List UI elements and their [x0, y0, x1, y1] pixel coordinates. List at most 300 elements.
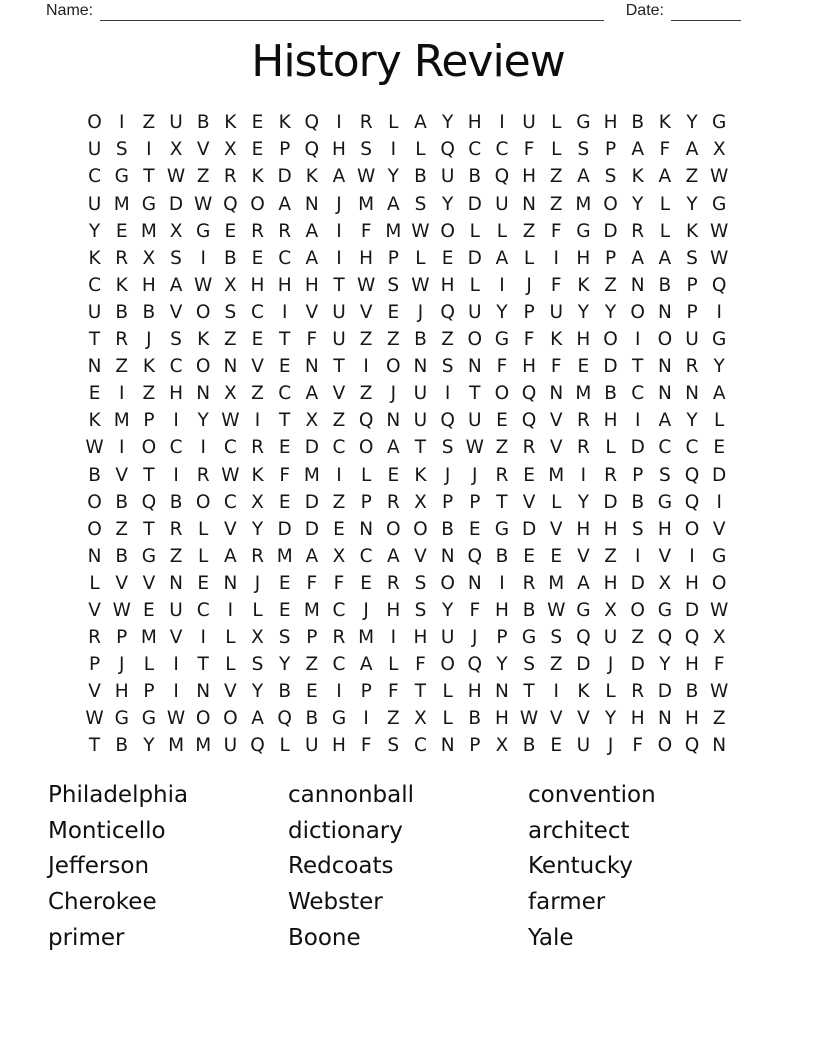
grid-letter: K — [115, 274, 128, 296]
grid-letter: B — [278, 681, 292, 703]
grid-letter: U — [440, 166, 455, 188]
grid-letter: O — [440, 220, 455, 242]
grid-letter: H — [494, 599, 509, 621]
grid-letter: S — [360, 139, 373, 161]
grid-letter: F — [333, 572, 345, 594]
name-label: Name: — [46, 2, 94, 19]
grid-letter: W — [411, 220, 430, 242]
grid-letter: P — [632, 464, 644, 486]
grid-letter: R — [115, 329, 129, 351]
grid-letter: E — [251, 139, 264, 161]
grid-letter: A — [332, 166, 346, 188]
grid-letter: Q — [440, 410, 455, 432]
grid-letter: L — [605, 681, 616, 703]
grid-letter: V — [549, 518, 563, 540]
grid-letter: Y — [197, 410, 209, 432]
grid-letter: E — [441, 247, 454, 269]
grid-letter: Z — [115, 356, 129, 378]
grid-letter: R — [88, 627, 101, 649]
grid-letter: G — [657, 599, 673, 621]
grid-letter: W — [411, 274, 430, 296]
grid-letter: L — [225, 627, 236, 649]
grid-letter: O — [195, 491, 211, 513]
grid-letter: Y — [686, 193, 698, 215]
grid-letter: Y — [251, 681, 264, 703]
grid-letter: N — [304, 193, 319, 215]
grid-letter: H — [576, 329, 591, 351]
grid-letter: K — [305, 166, 318, 188]
grid-letter: I — [336, 464, 342, 486]
grid-letter: W — [221, 464, 240, 486]
grid-letter: F — [632, 735, 644, 757]
grid-letter: O — [440, 572, 455, 594]
grid-letter: G — [576, 112, 591, 134]
grid-letter: Z — [332, 491, 346, 513]
grid-letter: N — [495, 681, 509, 703]
grid-letter: V — [359, 301, 373, 323]
grid-letter: Y — [604, 708, 617, 730]
grid-letter: Q — [576, 627, 591, 649]
grid-letter: D — [603, 220, 618, 242]
grid-letter: V — [169, 301, 183, 323]
grid-letter: H — [685, 708, 699, 730]
grid-letter: A — [278, 193, 291, 215]
grid-letter: L — [360, 464, 372, 486]
grid-letter: I — [363, 356, 369, 378]
grid-letter: C — [88, 166, 102, 188]
grid-letter: B — [631, 112, 645, 134]
grid-letter: M — [276, 545, 293, 567]
grid-letter: O — [413, 518, 428, 540]
grid-letter: B — [196, 112, 210, 134]
grid-letter: W — [166, 708, 186, 730]
grid-letter: O — [87, 491, 102, 513]
grid-letter: T — [414, 681, 427, 703]
grid-letter: G — [712, 545, 727, 567]
grid-letter: Q — [277, 708, 292, 730]
grid-letter: N — [657, 301, 672, 323]
grid-letter: X — [142, 247, 156, 269]
grid-letter: H — [304, 274, 319, 296]
grid-letter: Y — [496, 301, 508, 323]
grid-letter: G — [712, 329, 727, 351]
grid-letter: R — [359, 112, 373, 134]
grid-letter: Q — [711, 274, 727, 296]
grid-letter: S — [278, 627, 291, 649]
grid-letter: A — [305, 247, 319, 269]
grid-letter: Y — [441, 112, 454, 134]
grid-letter: Q — [494, 166, 510, 188]
grid-letter: H — [250, 274, 265, 296]
grid-letter: L — [198, 518, 209, 540]
grid-letter: Z — [196, 166, 210, 188]
grid-letter: Q — [657, 627, 673, 649]
grid-letter: I — [200, 247, 206, 269]
grid-letter: F — [550, 356, 562, 378]
grid-letter: O — [494, 383, 510, 405]
grid-letter: Q — [358, 410, 374, 432]
grid-letter: C — [223, 437, 237, 459]
grid-letter: O — [711, 572, 727, 594]
grid-letter: R — [115, 247, 129, 269]
grid-letter: D — [603, 356, 618, 378]
grid-letter: L — [143, 654, 155, 676]
grid-letter: F — [387, 681, 399, 703]
grid-letter: L — [523, 247, 535, 269]
grid-letter: B — [468, 708, 482, 730]
grid-letter: H — [576, 518, 591, 540]
grid-letter: M — [303, 599, 320, 621]
grid-letter: D — [712, 464, 727, 486]
grid-letter: M — [113, 410, 130, 432]
grid-letter: C — [332, 437, 346, 459]
grid-letter: I — [336, 112, 342, 134]
grid-letter: L — [605, 437, 616, 459]
grid-letter: I — [499, 112, 505, 134]
grid-letter: Q — [141, 491, 157, 513]
grid-letter: T — [143, 464, 155, 486]
grid-letter: L — [279, 735, 290, 757]
page-title: History Review — [251, 36, 565, 87]
grid-letter: S — [523, 654, 535, 676]
grid-letter: P — [496, 627, 508, 649]
grid-letter: I — [634, 329, 641, 351]
grid-letter: F — [360, 220, 372, 242]
grid-letter: I — [173, 464, 179, 486]
grid-letter: D — [630, 654, 645, 676]
grid-letter: P — [360, 491, 372, 513]
grid-letter: H — [277, 274, 292, 296]
grid-letter: U — [685, 329, 699, 351]
grid-letter: Z — [251, 383, 264, 405]
grid-letter: I — [363, 708, 369, 730]
grid-letter: B — [414, 166, 427, 188]
grid-letter: N — [467, 572, 482, 594]
grid-letter: T — [279, 410, 291, 432]
grid-letter: S — [550, 627, 563, 649]
grid-letter: B — [115, 491, 129, 513]
grid-letter: E — [115, 220, 128, 242]
grid-letter: R — [223, 166, 237, 188]
grid-letter: Z — [142, 112, 156, 134]
grid-letter: Z — [359, 329, 373, 351]
grid-letter: G — [331, 708, 347, 730]
grid-letter: N — [196, 383, 211, 405]
grid-letter: T — [143, 166, 155, 188]
grid-letter: V — [224, 518, 237, 540]
grid-letter: X — [224, 383, 237, 405]
grid-letter: D — [657, 681, 672, 703]
grid-letter: S — [414, 599, 427, 621]
grid-letter: I — [336, 220, 342, 242]
grid-letter: X — [169, 220, 183, 242]
grid-letter: R — [522, 437, 536, 459]
grid-letter: F — [469, 599, 481, 621]
grid-letter: Z — [522, 220, 536, 242]
grid-letter: D — [467, 193, 482, 215]
grid-letter: E — [278, 572, 291, 594]
grid-letter: U — [413, 383, 428, 405]
grid-letter: W — [710, 681, 729, 703]
grid-letter: T — [88, 329, 101, 351]
grid-letter: T — [333, 274, 345, 296]
grid-letter: W — [194, 193, 213, 215]
grid-letter: C — [223, 491, 237, 513]
grid-letter: Z — [224, 329, 237, 351]
grid-letter: O — [87, 112, 102, 134]
grid-letter: T — [333, 356, 345, 378]
grid-letter: E — [577, 356, 590, 378]
grid-letter: Y — [686, 410, 698, 432]
grid-letter: H — [332, 735, 346, 757]
grid-letter: I — [119, 112, 125, 134]
word-item: convention — [528, 782, 656, 808]
grid-letter: B — [305, 708, 319, 730]
grid-letter: E — [224, 220, 237, 242]
grid-letter: H — [685, 572, 699, 594]
grid-letter: O — [195, 356, 211, 378]
grid-letter: R — [278, 220, 292, 242]
grid-letter: Q — [440, 301, 455, 323]
grid-letter: Z — [115, 518, 129, 540]
word-list-column — [528, 778, 768, 957]
grid-letter: D — [304, 437, 319, 459]
grid-letter: B — [414, 329, 427, 351]
grid-letter: H — [603, 518, 618, 540]
grid-letter: H — [332, 139, 346, 161]
grid-letter: I — [553, 247, 559, 269]
grid-letter: L — [89, 572, 100, 594]
grid-letter: B — [522, 599, 536, 621]
grid-letter: G — [494, 518, 510, 540]
grid-letter: N — [87, 356, 102, 378]
grid-letter: X — [251, 491, 264, 513]
grid-letter: Y — [632, 193, 644, 215]
grid-letter: I — [119, 383, 125, 405]
grid-letter: N — [169, 572, 183, 594]
grid-letter: V — [305, 301, 319, 323]
grid-letter: I — [173, 410, 179, 432]
grid-letter: K — [658, 112, 671, 134]
grid-letter: S — [686, 247, 698, 269]
grid-letter: M — [575, 193, 592, 215]
grid-letter: E — [197, 572, 210, 594]
grid-letter: I — [200, 437, 206, 459]
grid-letter: K — [142, 356, 155, 378]
grid-letter: I — [336, 247, 342, 269]
grid-letter: R — [631, 220, 645, 242]
grid-letter: E — [523, 464, 535, 486]
grid-letter: Q — [684, 627, 700, 649]
grid-letter: H — [685, 654, 699, 676]
grid-letter: R — [386, 491, 400, 513]
grid-letter: X — [224, 274, 237, 296]
grid-letter: D — [277, 166, 292, 188]
grid-letter: G — [657, 491, 673, 513]
grid-letter: A — [658, 410, 672, 432]
grid-letter: Z — [332, 410, 346, 432]
grid-letter: V — [115, 464, 129, 486]
grid-letter: N — [657, 383, 672, 405]
grid-letter: L — [469, 274, 480, 296]
grid-letter: W — [710, 220, 729, 242]
grid-letter: O — [223, 708, 238, 730]
grid-letter: B — [441, 518, 454, 540]
grid-letter: K — [577, 681, 590, 703]
grid-letter: O — [141, 437, 157, 459]
grid-letter: O — [603, 329, 618, 351]
grid-letter: L — [551, 139, 562, 161]
grid-letter: Q — [684, 464, 700, 486]
grid-letter: V — [332, 383, 346, 405]
grid-letter: W — [519, 708, 539, 730]
grid-letter: O — [684, 518, 700, 540]
grid-letter: A — [631, 247, 645, 269]
grid-letter: X — [712, 139, 726, 161]
grid-letter: Y — [577, 491, 590, 513]
grid-letter: Q — [521, 410, 537, 432]
grid-letter: V — [549, 708, 563, 730]
grid-letter: O — [630, 301, 645, 323]
grid-letter: O — [195, 708, 211, 730]
grid-letter: B — [522, 735, 536, 757]
grid-letter: N — [549, 383, 564, 405]
grid-letter: S — [387, 735, 400, 757]
grid-letter: F — [659, 139, 671, 161]
grid-letter: U — [467, 301, 482, 323]
grid-letter: R — [631, 681, 645, 703]
grid-letter: L — [388, 112, 399, 134]
grid-letter: M — [548, 572, 565, 594]
grid-letter: W — [85, 437, 104, 459]
grid-letter: V — [522, 491, 536, 513]
grid-letter: M — [303, 464, 320, 486]
grid-letter: J — [607, 735, 614, 757]
grid-letter: O — [657, 329, 673, 351]
grid-letter: X — [332, 545, 346, 567]
grid-letter: K — [685, 220, 699, 242]
grid-letter: W — [112, 599, 131, 621]
grid-letter: J — [390, 383, 397, 405]
grid-letter: S — [414, 193, 427, 215]
grid-letter: X — [305, 410, 319, 432]
grid-letter: X — [414, 491, 427, 513]
grid-letter: J — [336, 193, 342, 215]
grid-letter: O — [386, 518, 401, 540]
grid-letter: P — [143, 681, 155, 703]
grid-letter: K — [88, 247, 101, 269]
grid-letter: G — [521, 627, 537, 649]
grid-letter: A — [495, 247, 509, 269]
grid-letter: E — [278, 599, 291, 621]
grid-letter: I — [689, 545, 695, 567]
grid-letter: Y — [577, 301, 590, 323]
grid-letter: H — [657, 518, 672, 540]
grid-letter: N — [223, 572, 238, 594]
grid-letter: J — [119, 654, 125, 676]
grid-letter: S — [224, 301, 237, 323]
header-row — [46, 2, 741, 21]
grid-letter: Z — [495, 437, 509, 459]
grid-letter: N — [413, 356, 428, 378]
grid-letter: C — [169, 356, 183, 378]
grid-letter: O — [467, 329, 483, 351]
grid-letter: U — [549, 301, 563, 323]
grid-letter: U — [413, 410, 428, 432]
grid-letter: S — [577, 139, 590, 161]
grid-letter: Q — [684, 735, 700, 757]
grid-letter: Y — [441, 599, 454, 621]
grid-letter: R — [196, 464, 210, 486]
grid-letter: W — [194, 274, 213, 296]
grid-letter: I — [716, 301, 722, 323]
grid-letter: L — [551, 491, 562, 513]
grid-letter: G — [114, 166, 129, 188]
word-item: Jefferson — [48, 853, 150, 880]
grid-letter: W — [710, 599, 729, 621]
grid-letter: F — [306, 329, 318, 351]
grid-letter: O — [250, 193, 265, 215]
grid-letter: C — [196, 599, 210, 621]
grid-letter: X — [604, 599, 617, 621]
grid-letter: P — [360, 681, 372, 703]
grid-letter: O — [657, 735, 673, 757]
grid-letter: E — [550, 545, 563, 567]
grid-letter: M — [140, 627, 157, 649]
grid-letter: O — [440, 654, 455, 676]
grid-letter: A — [305, 545, 319, 567]
grid-letter: A — [577, 166, 590, 188]
grid-letter: C — [251, 301, 264, 323]
word-item: primer — [48, 924, 125, 951]
grid-letter: B — [224, 247, 237, 269]
grid-letter: U — [223, 735, 238, 757]
grid-letter: Z — [604, 274, 617, 296]
grid-letter: S — [441, 437, 454, 459]
grid-letter: A — [386, 193, 400, 215]
grid-letter: E — [251, 247, 264, 269]
grid-letter: K — [278, 112, 291, 134]
grid-letter: L — [252, 599, 263, 621]
grid-letter: Y — [88, 220, 101, 242]
grid-letter: Q — [440, 139, 455, 161]
grid-letter: X — [251, 627, 264, 649]
grid-letter: V — [414, 545, 427, 567]
grid-letter: U — [169, 112, 183, 134]
grid-letter: F — [550, 274, 562, 296]
grid-letter: F — [550, 220, 562, 242]
grid-letter: J — [363, 599, 369, 621]
grid-letter: W — [221, 410, 240, 432]
grid-letter: E — [387, 301, 400, 323]
grid-letter: S — [251, 654, 264, 676]
grid-letter: J — [607, 654, 614, 676]
word-item: Yale — [528, 924, 574, 951]
grid-letter: S — [631, 518, 644, 540]
grid-letter: N — [522, 193, 536, 215]
grid-letter: L — [415, 247, 426, 269]
grid-letter: E — [88, 383, 101, 405]
grid-letter: Z — [441, 329, 454, 351]
grid-letter: G — [141, 545, 157, 567]
grid-letter: S — [441, 356, 454, 378]
grid-letter: L — [714, 410, 725, 432]
grid-letter: H — [603, 112, 618, 134]
grid-letter: P — [604, 247, 617, 269]
grid-letter: W — [710, 166, 729, 188]
grid-letter: F — [279, 464, 290, 486]
grid-letter: H — [440, 274, 455, 296]
